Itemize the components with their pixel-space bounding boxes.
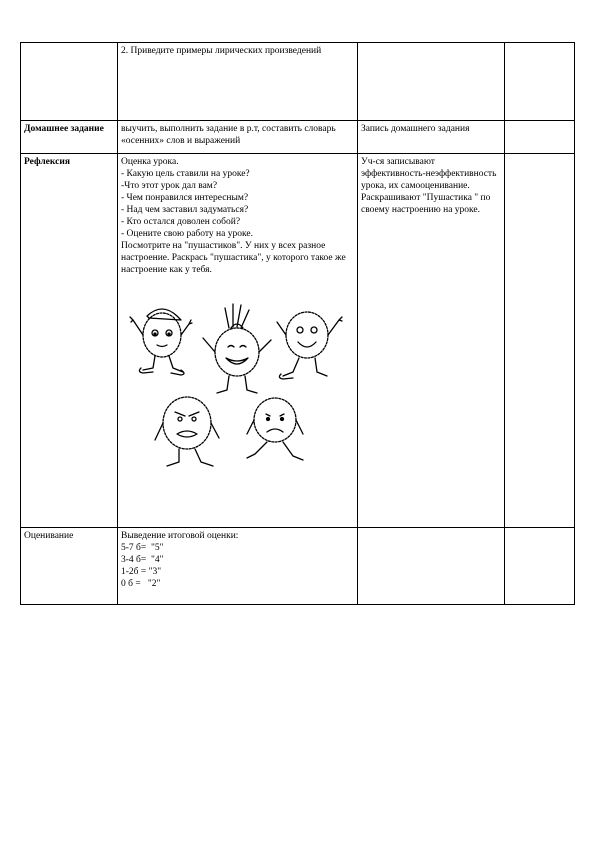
content-line: - Чем понравился интересным?: [121, 193, 249, 203]
pushastik-angry-character: [155, 397, 219, 466]
content-cell: [118, 154, 358, 528]
content-line: 3-4 б= "4": [121, 555, 164, 565]
notes-cell: [505, 154, 575, 528]
content-line: выучить, выполнить задание в р.т, составить словарь «осенних» слов и выражений: [121, 124, 336, 146]
content-line: - Кто остался доволен собой?: [121, 217, 241, 227]
students-cell: Уч-ся записывают эффективность-неэффективность урока, их самооценивание. Раскрашивают "Пушастика " по своему настроению на уроке.: [358, 154, 505, 528]
lesson-plan-table: [20, 42, 575, 605]
pushastik-happy-character: [277, 312, 342, 379]
students-cell: [358, 528, 505, 605]
table-row: [21, 121, 575, 154]
students-cell: [358, 43, 505, 121]
stage-cell: Домашнее задание: [21, 121, 118, 154]
stage-cell: Оценивание: [21, 528, 118, 605]
table-row: [21, 154, 575, 528]
mood-characters-illustration: [127, 290, 347, 475]
content-line: 2. Приведите примеры лирических произведений: [121, 46, 322, 56]
content-line: Выведение итоговой оценки:: [121, 531, 239, 541]
pushastik-sad-character: [247, 398, 303, 460]
table-row: [21, 43, 575, 121]
content-line: - Оцените свою работу на уроке.: [121, 229, 253, 239]
content-line: 1-2б = "3": [121, 567, 162, 577]
pushastik-smiling-character: [203, 304, 271, 393]
content-cell: [118, 528, 358, 605]
content-line: Оценка урока.: [121, 157, 179, 167]
stage-cell: Рефлексия: [21, 154, 118, 528]
content-cell: [118, 121, 358, 154]
notes-cell: [505, 43, 575, 121]
content-line: 0 б = "2": [121, 579, 161, 589]
students-cell: Запись домашнего задания: [358, 121, 505, 154]
pushastik-cap-character: [130, 309, 192, 375]
content-paragraph: Посмотрите на "пушастиков". У них у всех разное настроение. Раскрась "пушастика", у которого такое же настроение как у тебя.: [121, 241, 346, 275]
content-cell: [118, 43, 358, 121]
stage-cell: [21, 43, 118, 121]
table-row: [21, 528, 575, 605]
content-line: -Что этот урок дал вам?: [121, 181, 218, 191]
notes-cell: [505, 528, 575, 605]
content-line: - Какую цель ставили на уроке?: [121, 169, 250, 179]
content-line: 5-7 б= "5": [121, 543, 164, 553]
notes-cell: [505, 121, 575, 154]
content-line: - Над чем заставил задуматься?: [121, 205, 249, 215]
